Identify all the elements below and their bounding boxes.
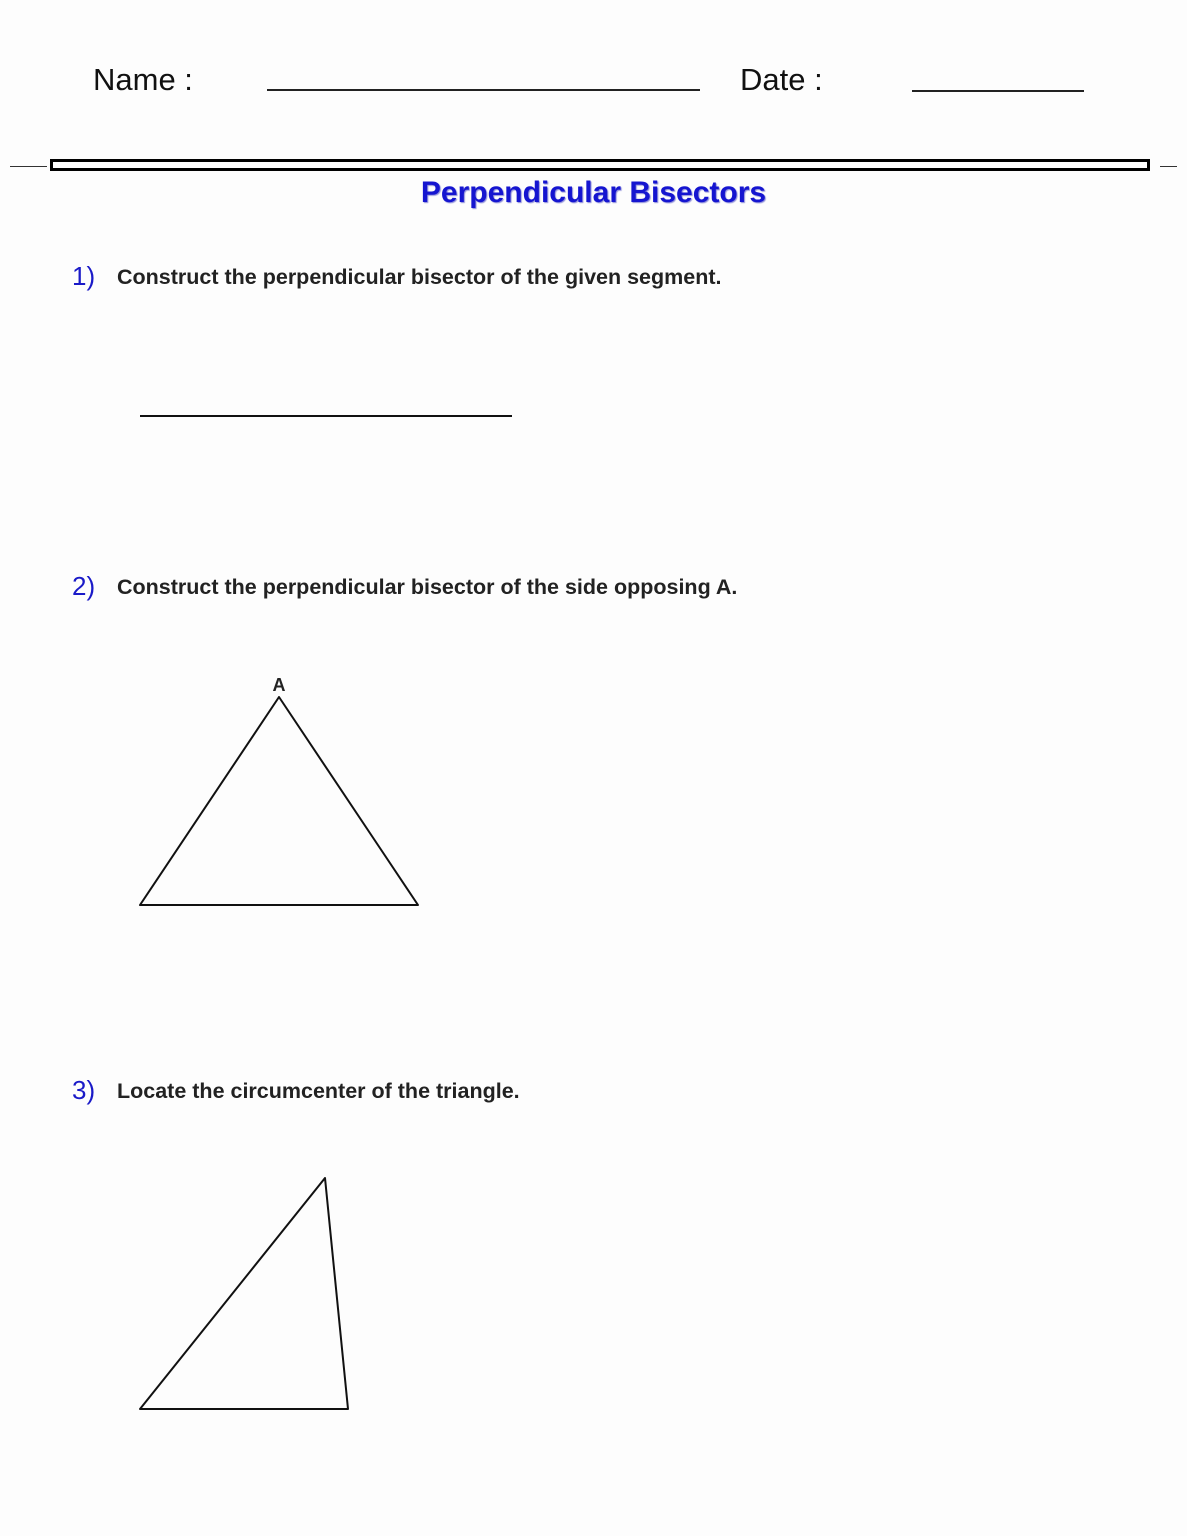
question-2-number: 2) [72,571,96,601]
name-label: Name : [93,62,193,97]
circumcenter-triangle [140,1178,348,1409]
question-2-text: Construct the perpendicular bisector of the side opposing A. [117,575,738,599]
question-1-text: Construct the perpendicular bisector of the given segment. [117,265,722,289]
question-3-text: Locate the circumcenter of the triangle. [117,1079,520,1103]
page-title: Perpendicular Bisectors [420,176,767,209]
question-3-number: 3) [72,1075,96,1105]
question-1-number: 1) [72,261,96,291]
vertex-a-label: A [272,675,286,695]
triangle-with-vertex-a [140,697,418,905]
date-label: Date : [740,62,823,97]
